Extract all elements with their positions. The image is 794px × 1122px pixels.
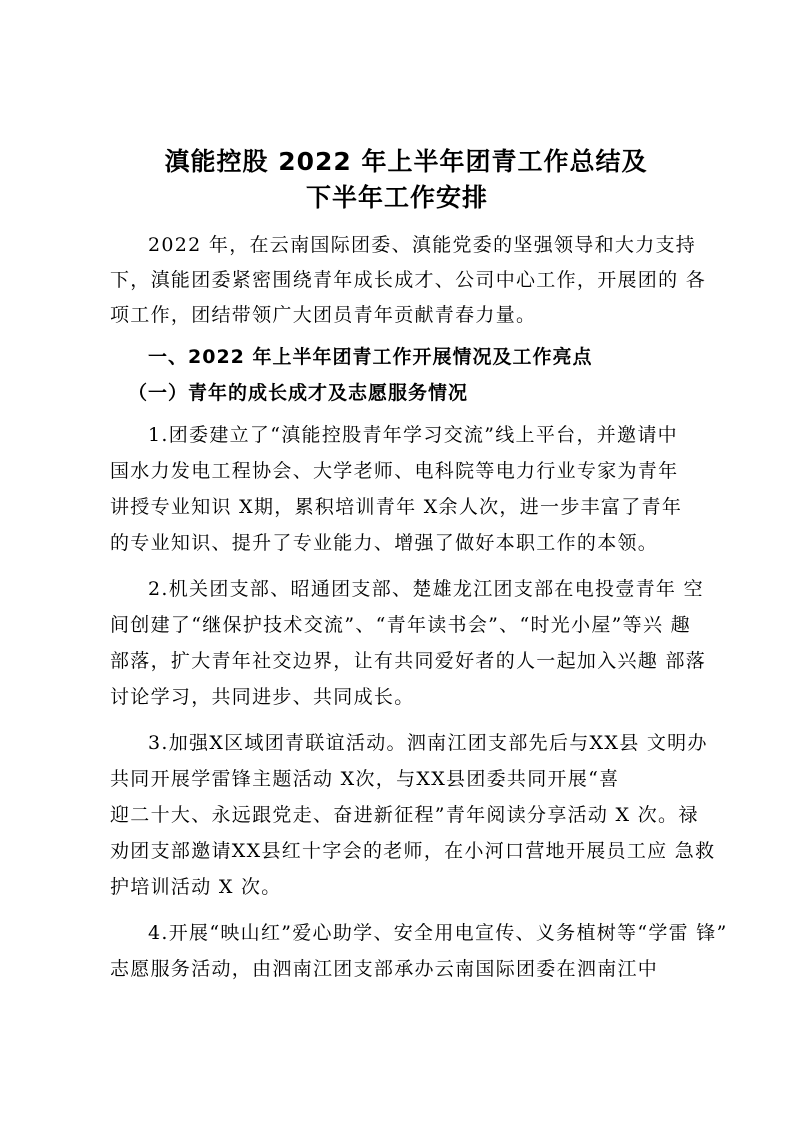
item-1-line-2: 国水力发电工程协会、大学老师、电科院等电力行业专家为青年 — [110, 460, 679, 482]
item-3-line-2: 共同开展学雷锋主题活动 X次，与XX县团委共同开展“喜 — [110, 768, 620, 790]
item-3-line-3: 迎二十大、永远跟党走、奋进新征程”青年阅读分享活动 X 次。禄 — [110, 804, 699, 826]
document-title-line-1: 滇能控股 2022 年上半年团青工作总结及 — [164, 147, 648, 176]
item-4-line-2: 志愿服务活动，由泗南江团支部承办云南国际团委在泗南江中 — [110, 958, 659, 980]
item-4-line-1: 4.开展“映山红”爱心助学、安全用电宣传、义务植树等“学雷 锋” — [148, 922, 728, 944]
subsection-heading-1: （一）青年的成长成才及志愿服务情况 — [128, 382, 469, 404]
item-1-line-4: 的专业知识、提升了专业能力、增强了做好本职工作的本领。 — [110, 532, 659, 554]
intro-line-1: 2022 年，在云南国际团委、滇能党委的坚强领导和大力支持 — [148, 234, 697, 256]
item-2-line-3: 部落，扩大青年社交边界，让有共同爱好者的人一起加入兴趣 部落 — [110, 650, 707, 672]
item-2-line-4: 讨论学习，共同进步、共同成长。 — [110, 686, 415, 708]
item-1-line-3: 讲授专业知识 X期，累积培训青年 X余人次，进一步丰富了青年 — [110, 496, 683, 518]
section-heading-1: 一、2022 年上半年团青工作开展情况及工作亮点 — [148, 346, 593, 368]
intro-line-3: 项工作，团结带领广大团员青年贡献青春力量。 — [110, 304, 537, 326]
item-3-line-1: 3.加强X区域团青联谊活动。泗南江团支部先后与XX县 文明办 — [148, 732, 708, 754]
item-2-line-2: 间创建了“继保护技术交流”、“青年读书会”、“时光小屋”等兴 趣 — [110, 614, 691, 636]
item-3-line-4: 劝团支部邀请XX县红十字会的老师，在小河口营地开展员工应 急救 — [110, 840, 716, 862]
intro-line-2: 下，滇能团委紧密围绕青年成长成才、公司中心工作，开展团的 各 — [110, 269, 707, 291]
item-3-line-5: 护培训活动 X 次。 — [110, 876, 282, 898]
item-1-line-1: 1.团委建立了“滇能控股青年学习交流”线上平台，并邀请中 — [148, 424, 678, 446]
document-title-line-2: 下半年工作安排 — [305, 183, 488, 212]
item-2-line-1: 2.机关团支部、昭通团支部、楚雄龙江团支部在电投壹青年 空 — [148, 578, 704, 600]
